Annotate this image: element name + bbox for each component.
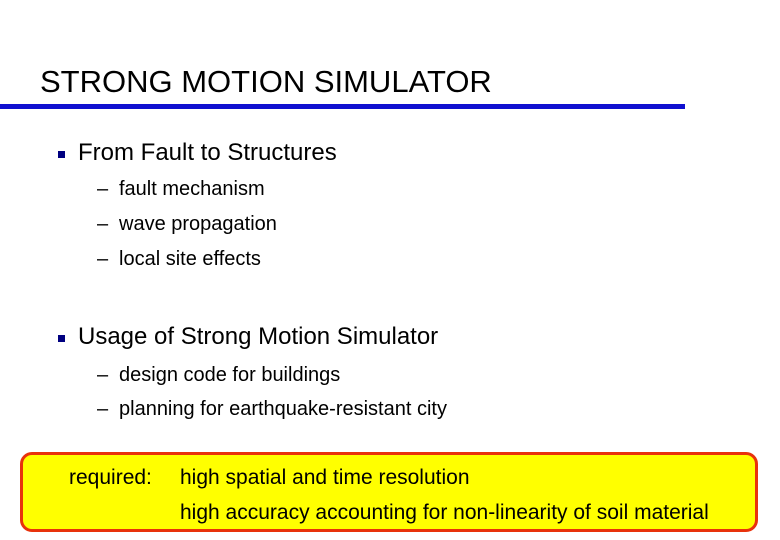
sub-item-label: wave propagation xyxy=(119,213,277,235)
slide-title: STRONG MOTION SIMULATOR xyxy=(40,64,492,99)
dash-icon: – xyxy=(97,213,109,235)
callout-line-2: high accuracy accounting for non-linearity of soil material xyxy=(180,501,709,524)
title-underline xyxy=(0,104,685,109)
bullet-heading: Usage of Strong Motion Simulator xyxy=(78,323,439,350)
callout-label: required: xyxy=(69,466,152,489)
sub-item-label: planning for earthquake-resistant city xyxy=(119,398,447,420)
dash-icon: – xyxy=(97,248,109,270)
sub-item-label: design code for buildings xyxy=(119,364,341,386)
sub-item-local-site-effects xyxy=(97,247,261,271)
square-bullet-icon xyxy=(58,335,65,342)
dash-icon: – xyxy=(97,178,109,200)
dash-icon: – xyxy=(97,364,109,386)
sub-item-planning xyxy=(97,397,447,421)
requirements-callout xyxy=(20,452,758,532)
sub-item-design-code xyxy=(97,363,340,387)
bullet-heading: From Fault to Structures xyxy=(78,139,337,166)
sub-item-label: fault mechanism xyxy=(119,178,265,200)
sub-item-wave-propagation xyxy=(97,212,277,236)
callout-line-1: high spatial and time resolution xyxy=(180,466,470,489)
dash-icon: – xyxy=(97,398,109,420)
sub-item-label: local site effects xyxy=(119,248,261,270)
square-bullet-icon xyxy=(58,151,65,158)
sub-item-fault-mechanism xyxy=(97,177,265,201)
